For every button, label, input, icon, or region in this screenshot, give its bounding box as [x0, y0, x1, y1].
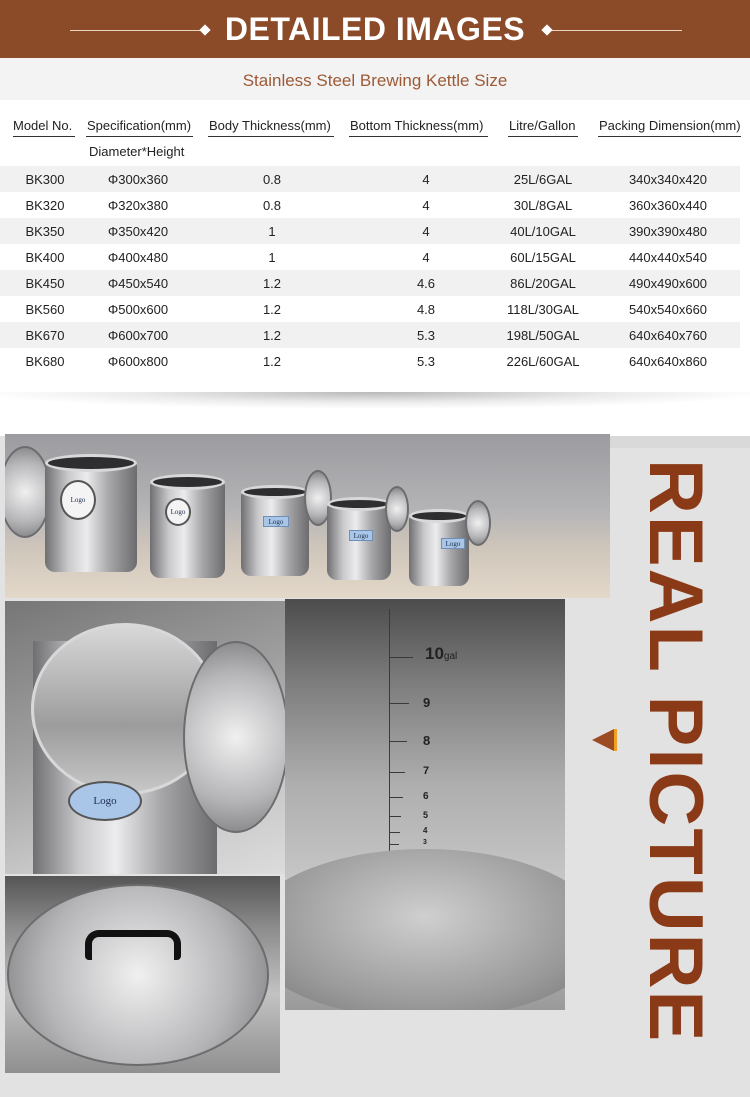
scale-label: 6	[423, 791, 429, 802]
scale-axis	[389, 609, 390, 864]
photo-volume-scale	[285, 599, 565, 1010]
cell-spec: Φ600x700	[107, 328, 169, 343]
cell-volume: 226L/60GAL	[506, 354, 580, 369]
cell-packing: 440x440x540	[628, 250, 708, 265]
cell-bottom-thickness: 5.3	[416, 328, 436, 343]
cell-spec: Φ320x380	[107, 198, 169, 213]
cell-body-thickness: 1.2	[262, 354, 282, 369]
cell-bottom-thickness: 4	[422, 224, 430, 239]
scale-tick	[389, 816, 401, 817]
scale-tick	[389, 844, 399, 845]
cell-volume: 86L/20GAL	[510, 276, 576, 291]
kettle	[241, 492, 309, 576]
logo-badge	[60, 480, 96, 520]
lid-handle	[85, 930, 181, 960]
cell-model: BK350	[25, 224, 65, 239]
kettle-bottom	[285, 849, 565, 1010]
cell-bottom-thickness: 4.6	[416, 276, 436, 291]
kettle-rim	[409, 509, 469, 523]
kettle	[409, 516, 469, 586]
cell-body-thickness: 1	[268, 224, 276, 239]
cell-body-thickness: 1.2	[262, 276, 282, 291]
kettle-rim	[241, 485, 309, 499]
cell-bottom-thickness: 5.3	[416, 354, 436, 369]
kettle	[150, 482, 225, 578]
scale-tick	[389, 797, 403, 798]
photo-kettle-lineup	[5, 434, 610, 598]
header-underline	[86, 136, 193, 137]
cell-body-thickness: 1.2	[262, 328, 282, 343]
kettle-lid	[7, 884, 269, 1066]
scale-label: 9	[423, 695, 431, 710]
table-shadow	[0, 392, 750, 408]
kettle	[45, 462, 137, 572]
cell-body-thickness: 1.2	[262, 302, 282, 317]
cell-volume: 40L/10GAL	[510, 224, 576, 239]
cell-packing: 540x540x660	[628, 302, 708, 317]
cell-spec: Φ450x540	[107, 276, 169, 291]
cell-volume: 198L/50GAL	[506, 328, 580, 343]
cell-model: BK450	[25, 276, 65, 291]
cell-spec: Φ350x420	[107, 224, 169, 239]
header-specification-sub: Diameter*Height	[89, 144, 185, 159]
header-specification: Specification(mm)	[87, 118, 192, 133]
cell-volume: 30L/8GAL	[513, 198, 573, 213]
logo-label: Logo	[445, 539, 461, 548]
kettle-lid	[183, 641, 285, 833]
photo-kettle-open-lid	[5, 601, 285, 874]
scale-label: 7	[423, 765, 430, 777]
photo-section-strip	[610, 436, 750, 448]
table-title: Stainless Steel Brewing Kettle Size	[242, 71, 508, 90]
logo-label: Logo	[268, 517, 284, 526]
kettle-rim	[150, 474, 225, 490]
scale-label: 3	[423, 839, 427, 846]
scale-label: 5	[423, 810, 429, 820]
cell-body-thickness: 0.8	[262, 172, 282, 187]
scale-label: 8	[423, 733, 431, 748]
cell-packing: 490x490x600	[628, 276, 708, 291]
header-underline	[349, 136, 488, 137]
kettle-rim	[45, 454, 137, 472]
header-underline	[208, 136, 334, 137]
photo-kettle-lid	[5, 876, 280, 1073]
cell-model: BK680	[25, 354, 65, 369]
scale-tick	[389, 772, 405, 773]
cell-model: BK320	[25, 198, 65, 213]
cell-packing: 640x640x760	[628, 328, 708, 343]
cell-spec: Φ300x360	[107, 172, 169, 187]
cell-bottom-thickness: 4	[422, 172, 430, 187]
cell-volume: 25L/6GAL	[513, 172, 573, 187]
cell-bottom-thickness: 4	[422, 198, 430, 213]
cell-packing: 640x640x860	[628, 354, 708, 369]
scale-tick	[389, 657, 413, 658]
header-underline	[13, 136, 75, 137]
pointer-arrow-accent	[614, 729, 617, 751]
cell-spec: Φ600x800	[107, 354, 169, 369]
header-underline	[508, 136, 578, 137]
header-litre-gallon: Litre/Gallon	[509, 118, 576, 133]
cell-model: BK400	[25, 250, 65, 265]
cell-body-thickness: 0.8	[262, 198, 282, 213]
logo-badge	[68, 781, 142, 821]
logo-label: Logo	[93, 795, 117, 807]
cell-model: BK670	[25, 328, 65, 343]
cell-model: BK300	[25, 172, 65, 187]
header-packing-dimension: Packing Dimension(mm)	[599, 118, 741, 133]
logo-label: Logo	[170, 508, 186, 516]
scale-tick	[389, 832, 400, 833]
kettle-lid	[385, 486, 409, 532]
cell-model: BK560	[25, 302, 65, 317]
logo-label: Logo	[70, 496, 86, 504]
kettle-lid	[465, 500, 491, 546]
cell-volume: 118L/30GAL	[506, 302, 580, 317]
header-body-thickness: Body Thickness(mm)	[209, 118, 331, 133]
cell-packing: 340x340x420	[628, 172, 708, 187]
kettle-rim	[327, 497, 391, 511]
side-label: REAL PICTURE	[633, 459, 718, 1044]
cell-volume: 60L/15GAL	[510, 250, 576, 265]
banner-title: DETAILED IMAGES	[224, 11, 526, 47]
cell-packing: 390x390x480	[628, 224, 708, 239]
kettle	[327, 504, 391, 580]
cell-bottom-thickness: 4.8	[416, 302, 436, 317]
cell-packing: 360x360x440	[628, 198, 708, 213]
cell-bottom-thickness: 4	[422, 250, 430, 265]
scale-label: 4	[423, 826, 428, 835]
scale-tick	[389, 741, 407, 742]
cell-body-thickness: 1	[268, 250, 276, 265]
logo-badge	[441, 538, 465, 549]
scale-tick	[389, 703, 409, 704]
header-bottom-thickness: Bottom Thickness(mm)	[350, 118, 484, 133]
cell-spec: Φ500x600	[107, 302, 169, 317]
pointer-arrow-icon	[592, 729, 614, 751]
logo-badge	[349, 530, 373, 541]
logo-badge	[263, 516, 289, 527]
logo-label: Logo	[353, 531, 369, 540]
logo-badge	[165, 498, 191, 526]
scale-label-top: 10gal	[425, 644, 458, 663]
header-model: Model No.	[13, 118, 73, 133]
header-underline	[598, 136, 741, 137]
cell-spec: Φ400x480	[107, 250, 169, 265]
